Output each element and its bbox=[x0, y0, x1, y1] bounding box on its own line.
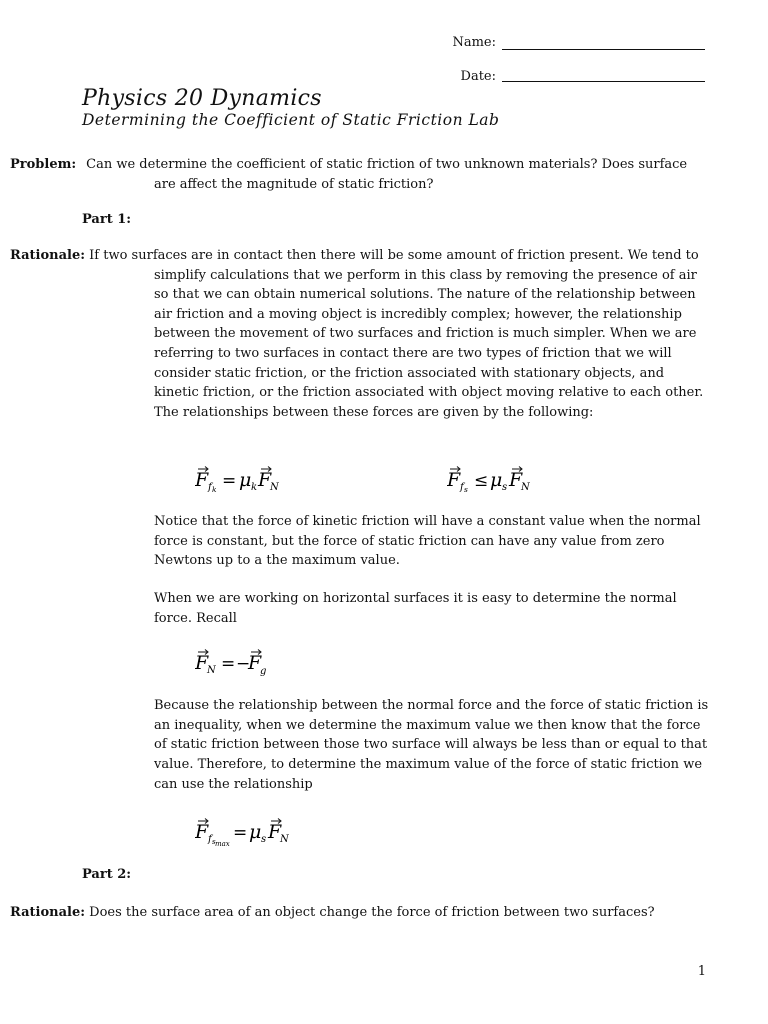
svg-text:−: − bbox=[236, 654, 251, 674]
svg-text:N: N bbox=[521, 482, 530, 493]
equation-static-friction-max bbox=[195, 816, 305, 850]
svg-text:μ: μ bbox=[239, 469, 252, 491]
svg-text:=: = bbox=[222, 471, 237, 491]
page-subtitle: Determining the Coefficient of Static Friction Lab bbox=[82, 111, 500, 129]
svg-text:μ: μ bbox=[249, 821, 262, 843]
svg-text:N: N bbox=[207, 665, 216, 676]
part1-rationale-label: Rationale: bbox=[10, 248, 86, 263]
svg-text:N: N bbox=[270, 482, 279, 493]
svg-text:f: f bbox=[208, 834, 212, 845]
name-label: Name: bbox=[452, 35, 496, 50]
part1-rationale-text: If two surfaces are in contact then there will be some amount of friction present. We tend to simplify calculations that we perform in this class by removing the presence of air so that we can obtain numerical solutions. The nature of the relationship between air friction and a moving object is incredibly complex; however, the relationship between the movement of two surfaces and friction is much simpler. When we are referring to two surfaces in contact there are two types of friction that we will consider static friction, or the friction associated with stationary objects, and kinetic friction, or the friction associated with object moving relative to each other. The relationships between these forces are given by the following: bbox=[89, 248, 704, 420]
svg-text:N: N bbox=[280, 834, 289, 845]
date-blank-line[interactable] bbox=[502, 81, 705, 82]
equation-static-friction bbox=[447, 464, 557, 494]
svg-text:k: k bbox=[251, 482, 258, 493]
svg-text:g: g bbox=[260, 666, 267, 677]
part1-rationale bbox=[10, 246, 707, 422]
svg-text:f: f bbox=[208, 482, 212, 493]
date-label: Date: bbox=[460, 69, 496, 84]
problem-statement: Problem: Can we determine the coefficient of static friction of two unknown materials? Does surface are affect the magnitude of static friction? bbox=[10, 157, 688, 192]
svg-text:F: F bbox=[195, 652, 209, 674]
svg-text:≤: ≤ bbox=[474, 471, 489, 491]
svg-text:F: F bbox=[195, 821, 209, 843]
svg-text:f: f bbox=[460, 482, 464, 493]
page-title: Physics 20 Dynamics bbox=[82, 86, 322, 111]
equation-kinetic-friction bbox=[195, 464, 305, 494]
svg-text:F: F bbox=[258, 469, 272, 491]
horizontal-surfaces-paragraph: When we are working on horizontal surfaces it is easy to determine the normal force. Recall bbox=[154, 591, 677, 626]
problem-text: Can we determine the coefficient of static friction of two unknown materials? Does surface are affect the magnitude of static friction? bbox=[86, 157, 688, 192]
svg-text:μ: μ bbox=[490, 469, 503, 491]
svg-text:s: s bbox=[261, 834, 267, 845]
svg-text:F: F bbox=[447, 469, 461, 491]
svg-text:F: F bbox=[248, 652, 262, 674]
part2-heading: Part 2: bbox=[82, 867, 132, 882]
svg-text:k: k bbox=[212, 485, 217, 494]
part2-rationale-text: Does the surface area of an object change the force of friction between two surfaces? bbox=[89, 905, 655, 920]
svg-text:F: F bbox=[509, 469, 523, 491]
svg-text:=: = bbox=[233, 823, 248, 843]
svg-text:s: s bbox=[502, 482, 508, 493]
notice-paragraph: Notice that the force of kinetic friction will have a constant value when the normal force is constant, but the force of static friction can have any value from zero Newtons up to a the maximum value. bbox=[154, 514, 701, 569]
page-number: 1 bbox=[697, 964, 706, 979]
svg-text:s: s bbox=[464, 485, 468, 494]
part2-rationale-label: Rationale: bbox=[10, 905, 86, 920]
svg-text:s: s bbox=[212, 838, 216, 846]
svg-text:F: F bbox=[195, 469, 209, 491]
equation-normal-force bbox=[195, 647, 285, 677]
svg-text:max: max bbox=[215, 840, 230, 848]
inequality-paragraph: Because the relationship between the normal force and the force of static friction is an inequality, when we determine the maximum value we then know that the force of static friction between those two surface will always be less than or equal to that value. Therefore, to determine the maximum value of the force of static friction we can use the relationship bbox=[154, 698, 709, 792]
name-blank-line[interactable] bbox=[502, 49, 705, 50]
part1-heading: Part 1: bbox=[82, 212, 132, 227]
svg-text:=: = bbox=[221, 654, 236, 674]
svg-text:F: F bbox=[268, 821, 282, 843]
part2-rationale bbox=[10, 903, 707, 923]
